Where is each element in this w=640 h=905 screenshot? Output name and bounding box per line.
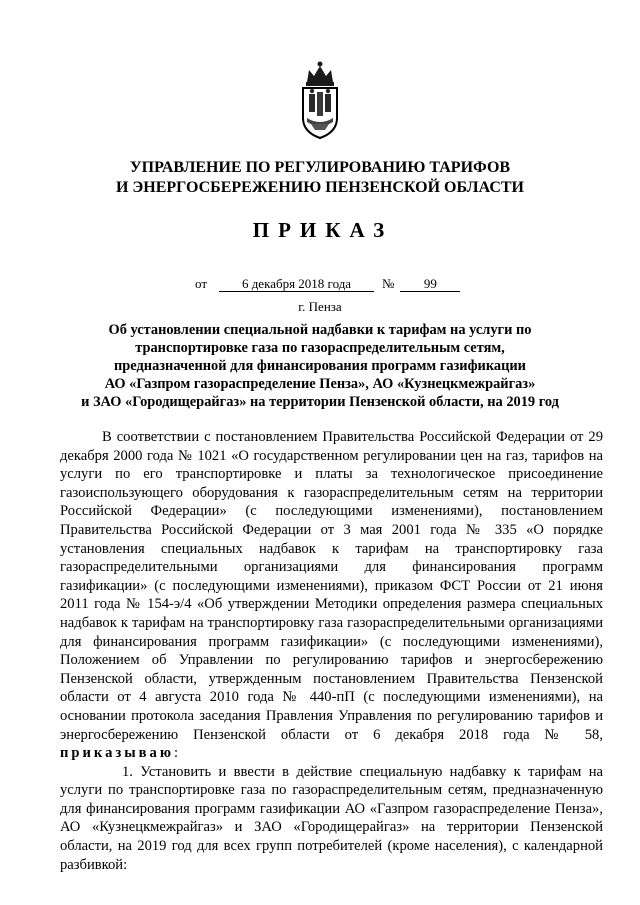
preamble-text: В соответствии с постановлением Правительства Российской Федерации от 29 декабря 2000 года № 1021 «О государственном регулировании цен на газ, тарифов на услуги по его транспортировке и платы за технологическое присоединение газоиспользующего оборудования к газораспределительным сетям на территории Российской Федерации» (с последующими изменениями), постановлением Правительства Российской Федерации от 3 мая 2001 года № 335 «О порядке установления специальных надбавок к тарифам на транспортировку газа газораспределительными организациями для финансирования программ газификации» (с последующими изменениями), приказом ФСТ России от 21 июня 2011 года № 154-э/4 «Об утверждении Методики определения размера специальных надбавок к тарифам на транспортировку газа газораспределительными организациями для финансирования программ газификации» (с последующими изменениями), Положением об Управлении по регулированию тарифов и энергосбережению Пензенской области, утвержденным постановлением Правительства Пензенской области от 4 августа 2010 года № 440-пП (с последующими изменениями), на основании протокола заседания Правления Управления по регулированию тарифов и энергосбережению Пензенской области от 6 декабря 2018 года № 58, — [60, 429, 603, 743]
order-subject-heading — [60, 321, 580, 411]
heading-line: транспортировке газа по газораспределительным сетям, — [135, 340, 505, 356]
order-meta-row — [195, 276, 460, 292]
date-label: от — [195, 276, 208, 291]
heading-line: АО «Газпром газораспределение Пенза», АО «Кузнецкмежрайгаз» — [104, 376, 536, 392]
item-1-paragraph: 1. Установить и ввести в действие специальную надбавку к тарифам на услуги по транспортировке газа по газораспределительным сетям, предназначенную для финансирования программ газификации АО «Газпром газораспределение Пенза», АО «Кузнецкмежрайгаз» и ЗАО «Городищерайгаз» на территории Пензенской области, на 2019 год для всех групп потребителей (кроме населения), с календарной разбивкой: — [60, 763, 603, 873]
number-label: № — [382, 276, 395, 291]
authority-name-line-1: УПРАВЛЕНИЕ ПО РЕГУЛИРОВАНИЮ ТАРИФОВ — [129, 159, 511, 176]
order-date: 6 декабря 2018 года — [219, 276, 374, 292]
preamble-paragraph — [60, 428, 603, 763]
heading-line: и ЗАО «Городищерайгаз» на территории Пензенской области, на 2019 год — [81, 394, 559, 410]
penza-coat-of-arms-icon — [295, 60, 345, 140]
heading-line: Об установлении специальной надбавки к тарифам на услуги по — [108, 322, 532, 338]
heading-line: предназначенной для финансирования программ газификации — [114, 358, 526, 374]
document-type-title: ПРИКАЗ — [252, 218, 394, 242]
order-word: приказываю — [60, 745, 175, 762]
order-colon: : — [174, 745, 179, 762]
order-number: 99 — [400, 276, 460, 292]
order-body — [60, 428, 603, 874]
authority-name-line-2: И ЭНЕРГОСБЕРЕЖЕНИЮ ПЕНЗЕНСКОЙ ОБЛАСТИ — [115, 179, 524, 196]
city-name: г. Пенза — [298, 299, 342, 314]
